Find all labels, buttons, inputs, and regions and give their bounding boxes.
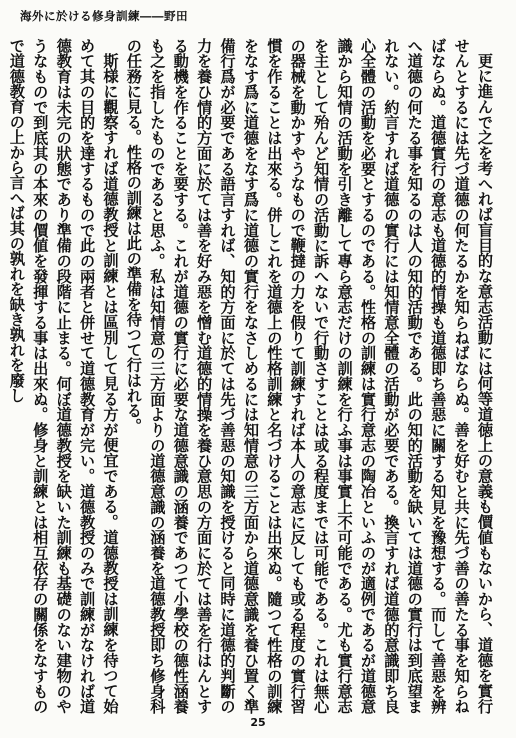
paragraph: 斯様に觀察すれば道德教授と訓練とは區別して見る方が便宜である。道德教授は訓練を待つて始めて其の目的を達するもので此の兩者と併せて道德教育が完い。道德教授のみで訓練がなければ道德教育は未完の狀態であり準備の段階に止まる。何ぼ道德教授を缺いた訓練も基礎のない建物のやうなもので到底其の本來の價値を發揮する事は出來ぬ。修身と訓練とは相互依存の關係をなすもので道德教育の上から言へば其の孰れを缺き孰れを廢し (7, 38, 120, 714)
paragraph: 更に進んで之を考へれば盲目的な意志活動には何等道徳上の意義も價値もないから、道德を實行せんとするには先づ道德の何たるかを知らねばならぬ。善を好むと共に先づ善の善たる事を知らねばならぬ。道德實行の意志も道德的情操も道德即ち善惡に關する知見を豫想する。而して善惡を辨へ道德の何たる事を知るのは人の知的活動である。此の知的活動を缺いては道德の實行は到底望まれない。約言すれば道德の實行には知情意全體の活動が必要である。換言すれば道德的意識即ち良心全體の活動を必要とするのである。性格の訓練は實行意志の陶冶といふのが適例であるが道德意識から知情の活動を引き離して專ら意志だけの訓練を行ふ事は事實上不可能である。尤も實行意志を主として殆んど知情の活動に訴へないで行動さすことは或る程度までは可能である。これは無心の器械を動かすやうなもので鞭撻の力を假りて訓練すれば本人の意志に反しても或る程度の實行習慣を作ることは出來る。併しこれを道德上の性格訓練と名づけることは出來ぬ。隨つて性格の訓練をなす爲に道德をなす爲に道德の實行をなさしめるには知情意の三方面から道德意識を養ひ置く準備行爲が必要である語言すれば、知的方面に於ては先づ善惡の知識を授けると同時に道德的判斷の力を養ひ情的方面に於ては善を好み惡を憎む道德的情操を養ひ意思の方面に於ては善を行はんとする動機を作ることを要する。これが道德の實行に必要な道德意識の涵養であつて小學校の德性涵養も之を指したものであると思ふ。私は知情意の三方面よりの道德意識の涵養を道德教授即ち修身科の任務に見る。性格の訓練は此の準備を待つて行はれる。 (124, 38, 494, 714)
page-number: 25 (250, 716, 266, 729)
body-text (7, 38, 496, 714)
running-head: 海外に於ける修身訓練――野田 (20, 9, 188, 23)
